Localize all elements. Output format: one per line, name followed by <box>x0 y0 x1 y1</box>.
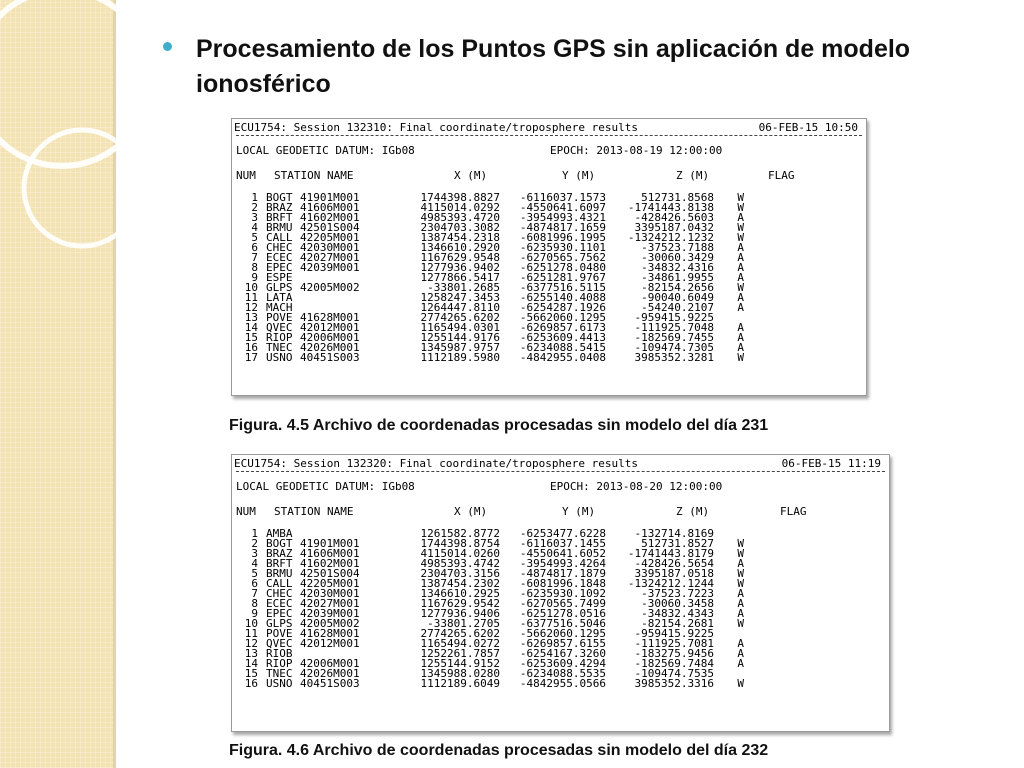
cell-code: BOGT <box>266 191 293 204</box>
figure-1-table <box>232 193 744 363</box>
cell-x: 1167629.9542 <box>420 597 500 610</box>
cell-code: EPEC <box>266 607 293 620</box>
cell-z: -428426.5654 <box>634 557 714 570</box>
figure-2-table <box>232 529 744 689</box>
cell-x: 1112189.5980 <box>420 351 500 364</box>
cell-code: BRFT <box>266 557 293 570</box>
figure-2-col-flag: FLAG <box>780 505 807 518</box>
cell-x: 4115014.0292 <box>420 201 500 214</box>
cell-y: -6234088.5415 <box>519 341 606 354</box>
figure-2-divider <box>236 471 885 472</box>
cell-num: 1 <box>251 191 258 204</box>
cell-code: CALL <box>266 231 293 244</box>
cell-x: -33801.2705 <box>427 617 500 630</box>
cell-code: BOGT <box>266 537 293 550</box>
cell-num: 9 <box>251 271 258 284</box>
cell-domes: 42006M001 <box>300 331 360 344</box>
cell-y: -6253477.6228 <box>519 527 606 540</box>
cell-y: -6269857.6155 <box>519 637 606 650</box>
cell-flag: W <box>737 567 744 580</box>
cell-flag: W <box>737 537 744 550</box>
cell-x: 1112189.6049 <box>420 677 500 690</box>
cell-code: MACH <box>266 301 293 314</box>
cell-domes: 42027M001 <box>300 597 360 610</box>
figure-2-col-station: STATION NAME <box>274 505 354 518</box>
cell-flag: W <box>737 677 744 690</box>
figure-1-timestamp: 06-FEB-15 10:50 <box>758 121 858 134</box>
cell-y: -6377516.5046 <box>519 617 606 630</box>
figure-1-col-flag: FLAG <box>768 169 795 182</box>
cell-domes: 41628M001 <box>300 311 360 324</box>
cell-flag: A <box>737 321 744 334</box>
cell-x: 1261582.8772 <box>420 527 500 540</box>
cell-flag: A <box>737 557 744 570</box>
cell-y: -4842955.0566 <box>519 677 606 690</box>
cell-num: 1 <box>251 527 258 540</box>
deco-ring-small <box>24 130 116 246</box>
cell-y: -6116037.1455 <box>519 537 606 550</box>
cell-x: 1744398.8754 <box>420 537 500 550</box>
cell-code: BRMU <box>266 567 293 580</box>
cell-x: 1252261.7857 <box>420 647 500 660</box>
cell-code: RIOP <box>266 657 293 670</box>
cell-code: BRAZ <box>266 547 293 560</box>
cell-x: 1277866.5417 <box>420 271 500 284</box>
cell-x: 4115014.0260 <box>420 547 500 560</box>
cell-domes: 42027M001 <box>300 251 360 264</box>
cell-code: RIOB <box>266 647 293 660</box>
cell-code: USNO <box>266 351 293 364</box>
cell-num: 4 <box>251 221 258 234</box>
cell-x: 1346610.2920 <box>420 241 500 254</box>
figure-2-session-title: ECU1754: Session 132320: Final coordinate/troposphere results <box>234 457 638 470</box>
cell-num: 14 <box>244 321 258 334</box>
figure-1-session-title: ECU1754: Session 132310: Final coordinate/troposphere results <box>234 121 638 134</box>
cell-num: 6 <box>251 577 258 590</box>
cell-domes: 42012M001 <box>300 321 360 334</box>
cell-x: 4985393.4720 <box>420 211 500 224</box>
cell-z: -132714.8169 <box>634 527 714 540</box>
cell-x: -33801.2685 <box>427 281 500 294</box>
cell-flag: A <box>737 597 744 610</box>
cell-domes: 42030M001 <box>300 587 360 600</box>
cell-domes: 42205M001 <box>300 577 360 590</box>
cell-y: -6081996.1995 <box>519 231 606 244</box>
cell-z: 3985352.3316 <box>634 677 714 690</box>
cell-domes: 42026M001 <box>300 667 360 680</box>
cell-code: BRFT <box>266 211 293 224</box>
cell-z: -111925.7081 <box>634 637 714 650</box>
cell-num: 13 <box>244 647 258 660</box>
cell-flag: A <box>737 587 744 600</box>
figure-1-col-num: NUM <box>236 169 256 182</box>
title-bullet <box>163 42 172 51</box>
cell-z: -182569.7484 <box>634 657 714 670</box>
cell-num: 12 <box>244 301 258 314</box>
cell-y: -6253609.4294 <box>519 657 606 670</box>
cell-num: 13 <box>244 311 258 324</box>
cell-num: 16 <box>244 341 258 354</box>
cell-x: 1277936.9402 <box>420 261 500 274</box>
cell-y: -4550641.6052 <box>519 547 606 560</box>
cell-y: -6377516.5115 <box>519 281 606 294</box>
figure-1-col-z: Z (M) <box>676 169 710 182</box>
cell-z: -82154.2681 <box>641 617 714 630</box>
cell-y: -6235930.1092 <box>519 587 606 600</box>
cell-x: 2304703.3082 <box>420 221 500 234</box>
cell-z: -37523.7188 <box>641 241 714 254</box>
cell-num: 7 <box>251 587 258 600</box>
cell-flag: W <box>737 281 744 294</box>
cell-flag: A <box>737 657 744 670</box>
cell-z: -428426.5603 <box>634 211 714 224</box>
figure-1-col-y: Y (M) <box>562 169 596 182</box>
cell-num: 10 <box>244 281 258 294</box>
cell-num: 5 <box>251 231 258 244</box>
cell-y: -4874817.1659 <box>519 221 606 234</box>
cell-code: USNO <box>266 677 293 690</box>
cell-x: 1345987.9757 <box>420 341 500 354</box>
cell-num: 4 <box>251 557 258 570</box>
cell-flag: W <box>737 617 744 630</box>
cell-flag: W <box>737 547 744 560</box>
cell-y: -4550641.6097 <box>519 201 606 214</box>
cell-code: EPEC <box>266 261 293 274</box>
cell-x: 2774265.6202 <box>420 311 500 324</box>
cell-x: 1165494.0272 <box>420 637 500 650</box>
cell-num: 11 <box>244 291 258 304</box>
cell-flag: A <box>737 301 744 314</box>
cell-code: GLPS <box>266 281 293 294</box>
cell-z: -37523.7223 <box>641 587 714 600</box>
cell-num: 6 <box>251 241 258 254</box>
figure-2-screenshot <box>231 454 890 732</box>
figure-2-caption: Figura. 4.6 Archivo de coordenadas procesadas sin modelo del día 232 <box>229 742 769 759</box>
table-row <box>232 353 744 363</box>
cell-y: -6254167.3260 <box>519 647 606 660</box>
cell-num: 3 <box>251 211 258 224</box>
cell-z: -54240.2107 <box>641 301 714 314</box>
cell-num: 3 <box>251 547 258 560</box>
cell-num: 8 <box>251 261 258 274</box>
figure-2-col-y: Y (M) <box>562 505 596 518</box>
cell-code: CHEC <box>266 587 293 600</box>
cell-domes <box>300 293 400 303</box>
cell-domes: 41602M001 <box>300 211 360 224</box>
cell-x: 2304703.3156 <box>420 567 500 580</box>
cell-flag: W <box>737 351 744 364</box>
cell-z: -30060.3458 <box>641 597 714 610</box>
cell-x: 1387454.2302 <box>420 577 500 590</box>
cell-code: POVE <box>266 627 293 640</box>
cell-flag: A <box>737 211 744 224</box>
cell-code: POVE <box>266 311 293 324</box>
figure-1-col-station: STATION NAME <box>274 169 354 182</box>
cell-y: -6251278.0516 <box>519 607 606 620</box>
cell-y: -4874817.1879 <box>519 567 606 580</box>
cell-y: -5662060.1295 <box>519 311 606 324</box>
cell-domes: 41602M001 <box>300 557 360 570</box>
cell-z: 512731.8527 <box>641 537 714 550</box>
cell-y: -3954993.4264 <box>519 557 606 570</box>
cell-domes: 41901M001 <box>300 191 360 204</box>
cell-domes: 42039M001 <box>300 607 360 620</box>
cell-flag: A <box>737 607 744 620</box>
cell-z: -109474.7305 <box>634 341 714 354</box>
cell-x: 1165494.0301 <box>420 321 500 334</box>
figure-1-screenshot <box>231 118 867 396</box>
cell-x: 2774265.6202 <box>420 627 500 640</box>
cell-z: -30060.3429 <box>641 251 714 264</box>
cell-z: -1741443.8179 <box>627 547 714 560</box>
slide-title: Procesamiento de los Puntos GPS sin aplicación de modelo ionosférico <box>196 35 911 98</box>
cell-num: 9 <box>251 607 258 620</box>
cell-code: QVEC <box>266 637 293 650</box>
cell-z: -1324212.1232 <box>627 231 714 244</box>
cell-domes: 42030M001 <box>300 241 360 254</box>
cell-domes: 42026M001 <box>300 341 360 354</box>
cell-z: -183275.9456 <box>634 647 714 660</box>
cell-code: ESPE <box>266 271 293 284</box>
cell-x: 1264447.8110 <box>420 301 500 314</box>
cell-code: BRAZ <box>266 201 293 214</box>
cell-num: 14 <box>244 657 258 670</box>
cell-z: -34832.4316 <box>641 261 714 274</box>
cell-flag: A <box>737 241 744 254</box>
cell-x: 1277936.9406 <box>420 607 500 620</box>
cell-y: -6116037.1573 <box>519 191 606 204</box>
cell-flag: A <box>737 331 744 344</box>
cell-domes: 41901M001 <box>300 537 360 550</box>
cell-code: TNEC <box>266 341 293 354</box>
cell-flag: A <box>737 341 744 354</box>
cell-code: QVEC <box>266 321 293 334</box>
cell-z: -109474.7535 <box>634 667 714 680</box>
cell-z: 3395187.0432 <box>634 221 714 234</box>
cell-domes: 41628M001 <box>300 627 360 640</box>
cell-num: 11 <box>244 627 258 640</box>
cell-flag: A <box>737 251 744 264</box>
cell-x: 4985393.4742 <box>420 557 500 570</box>
figure-1-datum: LOCAL GEODETIC DATUM: IGb08 <box>236 144 415 157</box>
cell-num: 15 <box>244 331 258 344</box>
cell-x: 1387454.2318 <box>420 231 500 244</box>
cell-num: 2 <box>251 201 258 214</box>
cell-flag: W <box>737 231 744 244</box>
cell-x: 1346610.2925 <box>420 587 500 600</box>
figure-2-col-z: Z (M) <box>676 505 710 518</box>
cell-code: LATA <box>266 291 293 304</box>
decorative-rings <box>0 0 116 768</box>
cell-domes: 42205M001 <box>300 231 360 244</box>
cell-z: -90040.6049 <box>641 291 714 304</box>
cell-code: RIOP <box>266 331 293 344</box>
cell-num: 7 <box>251 251 258 264</box>
cell-z: -34861.9955 <box>641 271 714 284</box>
cell-flag: A <box>737 637 744 650</box>
figure-1-epoch: EPOCH: 2013-08-19 12:00:00 <box>550 144 723 157</box>
cell-flag: A <box>737 271 744 284</box>
cell-num: 8 <box>251 597 258 610</box>
cell-code: ECEC <box>266 597 293 610</box>
cell-code: GLPS <box>266 617 293 630</box>
cell-num: 5 <box>251 567 258 580</box>
cell-domes: 41606M001 <box>300 201 360 214</box>
table-row <box>232 679 744 689</box>
cell-y: -3954993.4321 <box>519 211 606 224</box>
figure-2-col-x: X (M) <box>454 505 488 518</box>
figure-2-header <box>234 457 881 470</box>
cell-code: ECEC <box>266 251 293 264</box>
cell-y: -6270565.7562 <box>519 251 606 264</box>
cell-y: -6251278.0480 <box>519 261 606 274</box>
cell-domes: 40451S003 <box>300 351 360 364</box>
cell-flag: W <box>737 191 744 204</box>
figure-2-col-num: NUM <box>236 505 256 518</box>
cell-z: -959415.9225 <box>634 627 714 640</box>
figure-1-header <box>234 121 858 134</box>
cell-domes: 42005M002 <box>300 617 360 630</box>
cell-domes: 42501S004 <box>300 221 360 234</box>
cell-y: -5662060.1295 <box>519 627 606 640</box>
cell-num: 15 <box>244 667 258 680</box>
cell-domes: 40451S003 <box>300 677 360 690</box>
cell-y: -6254287.1926 <box>519 301 606 314</box>
cell-x: 1255144.9152 <box>420 657 500 670</box>
deco-ring-large <box>0 0 116 166</box>
cell-code: TNEC <box>266 667 293 680</box>
cell-num: 10 <box>244 617 258 630</box>
figure-2-epoch: EPOCH: 2013-08-20 12:00:00 <box>550 480 723 493</box>
figure-1-caption: Figura. 4.5 Archivo de coordenadas procesadas sin modelo del día 231 <box>229 417 769 434</box>
cell-domes: 42501S004 <box>300 567 360 580</box>
cell-flag: W <box>737 577 744 590</box>
cell-z: -34832.4343 <box>641 607 714 620</box>
cell-num: 12 <box>244 637 258 650</box>
cell-code: CHEC <box>266 241 293 254</box>
cell-z: -111925.7048 <box>634 321 714 334</box>
cell-z: 512731.8568 <box>641 191 714 204</box>
cell-code: AMBA <box>266 527 293 540</box>
cell-flag: W <box>737 221 744 234</box>
cell-y: -6081996.1848 <box>519 577 606 590</box>
cell-num: 17 <box>244 351 258 364</box>
cell-x: 1258247.3453 <box>420 291 500 304</box>
cell-z: -1741443.8138 <box>627 201 714 214</box>
figure-1-col-x: X (M) <box>454 169 488 182</box>
cell-y: -6253609.4413 <box>519 331 606 344</box>
cell-x: 1345988.0280 <box>420 667 500 680</box>
figure-1-divider <box>236 135 862 136</box>
cell-x: 1255144.9176 <box>420 331 500 344</box>
cell-x: 1167629.9548 <box>420 251 500 264</box>
cell-z: 3395187.0518 <box>634 567 714 580</box>
cell-num: 2 <box>251 537 258 550</box>
cell-code: BRMU <box>266 221 293 234</box>
cell-z: -959415.9225 <box>634 311 714 324</box>
cell-y: -6255140.4088 <box>519 291 606 304</box>
cell-y: -6251281.9767 <box>519 271 606 284</box>
cell-x: 1744398.8827 <box>420 191 500 204</box>
cell-domes: 42039M001 <box>300 261 360 274</box>
figure-2-timestamp: 06-FEB-15 11:19 <box>781 457 881 470</box>
cell-z: 3985352.3281 <box>634 351 714 364</box>
cell-domes: 42006M001 <box>300 657 360 670</box>
cell-y: -6269857.6173 <box>519 321 606 334</box>
cell-code: CALL <box>266 577 293 590</box>
cell-y: -6270565.7499 <box>519 597 606 610</box>
cell-domes: 42005M002 <box>300 281 360 294</box>
cell-domes: 42012M001 <box>300 637 360 650</box>
cell-flag: W <box>737 201 744 214</box>
cell-num: 16 <box>244 677 258 690</box>
cell-flag: A <box>737 261 744 274</box>
cell-flag: A <box>737 291 744 304</box>
figure-2-datum: LOCAL GEODETIC DATUM: IGb08 <box>236 480 415 493</box>
cell-y: -6235930.1101 <box>519 241 606 254</box>
cell-domes: 41606M001 <box>300 547 360 560</box>
cell-flag: A <box>737 647 744 660</box>
cell-z: -1324212.1244 <box>627 577 714 590</box>
cell-y: -6234088.5535 <box>519 667 606 680</box>
cell-y: -4842955.0408 <box>519 351 606 364</box>
cell-z: -82154.2656 <box>641 281 714 294</box>
cell-z: -182569.7455 <box>634 331 714 344</box>
